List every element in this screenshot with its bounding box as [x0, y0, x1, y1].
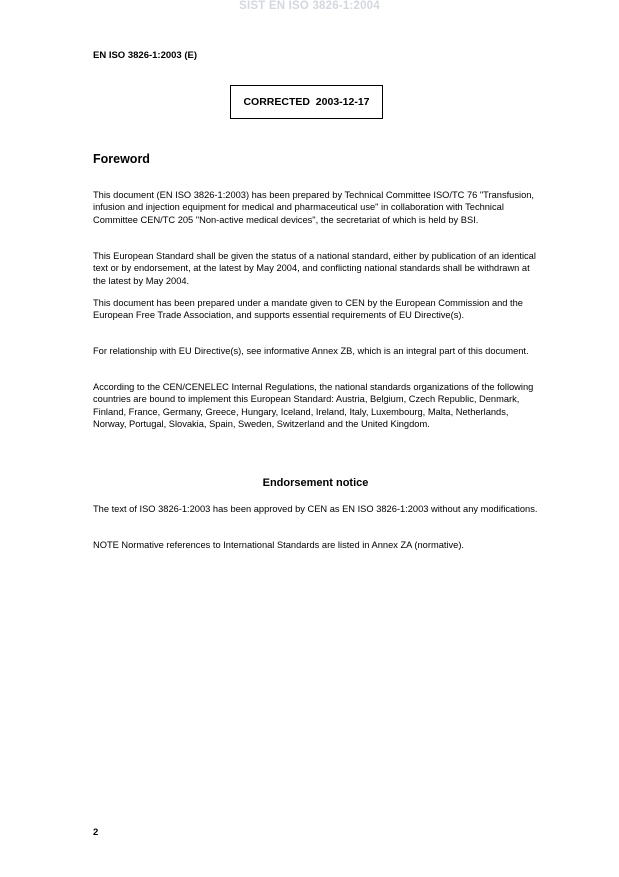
- paragraph-text: According to the CEN/CENELEC Internal Regulations, the national standards organizations of the following countries are bound to implement this European Standard: Austria, Belgium, Czech Republic, Denmark, Finland, France, Germany, Greece, Hungary, Iceland, Ireland, Italy, Luxembourg, Malta, Netherlands, Norway, Portugal, Slovakia, Spain, Sweden, Switzerland and the United Kingdom.: [93, 382, 534, 430]
- document-identifier: EN ISO 3826-1:2003 (E): [93, 50, 198, 61]
- endorsement-paragraph-1: [93, 503, 541, 515]
- foreword-paragraph-4: [93, 345, 541, 357]
- page-number: 2: [93, 827, 99, 838]
- foreword-paragraph-2: [93, 250, 541, 287]
- paragraph-text: For relationship with EU Directive(s), see informative Annex ZB, which is an integral part of this document.: [93, 346, 529, 356]
- corrected-notice-box: CORRECTED 2003-12-17: [230, 85, 383, 119]
- paragraph-text: NOTE Normative references to International Standards are listed in Annex ZA (normative).: [93, 540, 465, 550]
- paragraph-text: This document (EN ISO 3826-1:2003) has been prepared by Technical Committee ISO/TC 76 "Transfusion, infusion and injection equipment for medical and pharmaceutical use" in collaboration with Technical Committee CEN/TC 205 "Non-active medical devices", the secretariat of which is held by BSI.: [93, 190, 534, 225]
- foreword-heading: Foreword: [93, 152, 150, 166]
- foreword-paragraph-5: [93, 381, 541, 431]
- watermark: SIST EN ISO 3826-1:2004: [239, 0, 380, 12]
- endorsement-note: [93, 539, 541, 551]
- foreword-paragraph-1: [93, 189, 541, 226]
- paragraph-text: The text of ISO 3826-1:2003 has been approved by CEN as EN ISO 3826-1:2003 without any modifications.: [93, 504, 538, 514]
- foreword-paragraph-3: [93, 297, 541, 322]
- paragraph-text: This European Standard shall be given the status of a national standard, either by publication of an identical text or by endorsement, at the latest by May 2004, and conflicting national standards shall be withdrawn at the latest by May 2004.: [93, 251, 536, 286]
- paragraph-text: This document has been prepared under a mandate given to CEN by the European Commission and the European Free Trade Association, and supports essential requirements of EU Directive(s).: [93, 298, 523, 321]
- endorsement-heading: Endorsement notice: [262, 477, 369, 489]
